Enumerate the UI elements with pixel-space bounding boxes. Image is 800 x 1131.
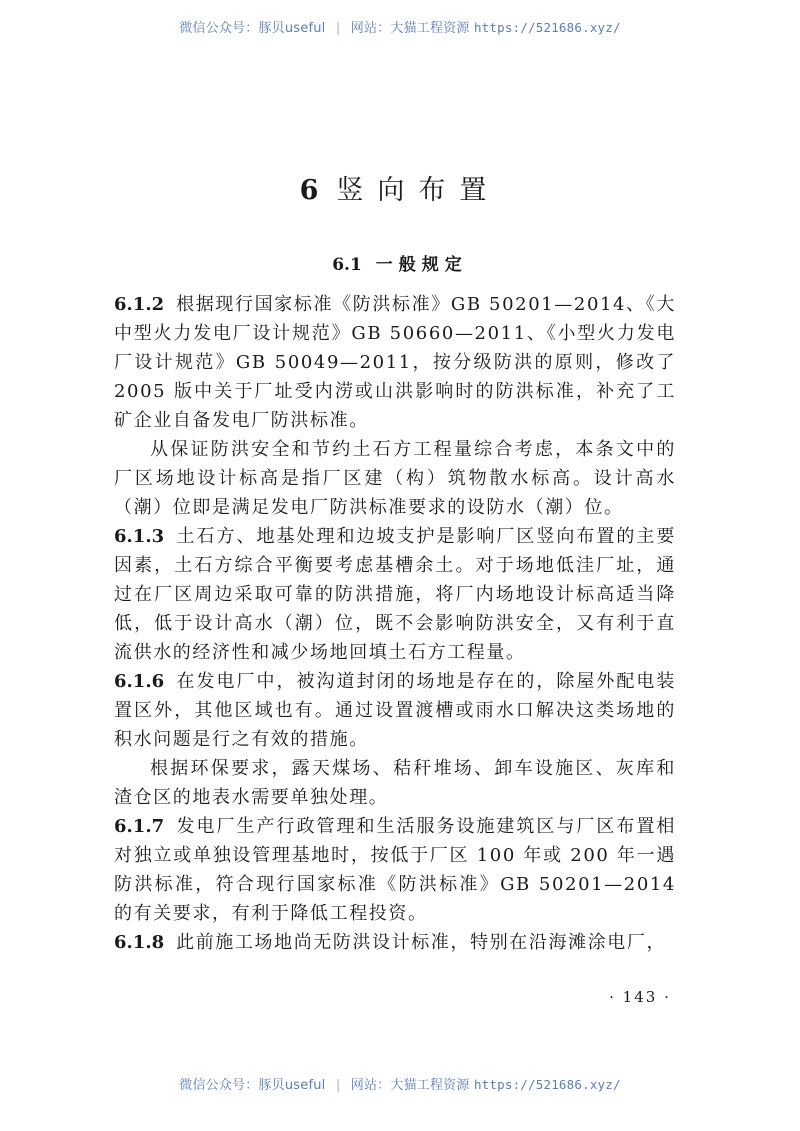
clause-number: 6.1.7 — [114, 816, 165, 837]
watermark-url: https://521686.xyz/ — [473, 20, 621, 35]
clause-text: 根据现行国家标准《防洪标准》GB 50201—2014、《大中型火力发电厂设计规范》GB 50660—2011、《小型火力发电厂设计规范》GB 50049—2011，按分级防洪的原则，修改了 2005 版中关于厂址受内涝或山洪影响时的防洪标准，补充了工矿企业自备发电厂防洪标准。 — [114, 294, 676, 431]
watermark-separator: | — [335, 1078, 341, 1093]
section-title-text: 一般规定 — [375, 255, 468, 275]
body-text — [114, 290, 676, 957]
clause-6-1-6 — [114, 667, 676, 754]
watermark-wechat: 微信公众号：豚贝useful — [179, 21, 326, 36]
clause-number: 6.1.2 — [114, 294, 165, 315]
watermark-site: 网站：大猫工程资源 — [350, 1078, 470, 1093]
watermark-wechat: 微信公众号：豚贝useful — [179, 1078, 326, 1093]
watermark-separator: | — [335, 21, 341, 36]
chapter-title-text: 竖向布置 — [336, 175, 501, 206]
page-number: · 143 · — [609, 988, 671, 1006]
clause-6-1-3 — [114, 522, 676, 667]
clause-6-1-2-paragraph-2: 从保证防洪安全和节约土石方工程量综合考虑，本条文中的厂区场地设计标高是指厂区建（构）筑物散水标高。设计高水（潮）位即是满足发电厂防洪标准要求的设防水（潮）位。 — [114, 439, 676, 518]
chapter-title — [0, 168, 800, 207]
watermark-url: https://521686.xyz/ — [473, 1077, 621, 1092]
clause-number: 6.1.6 — [114, 671, 165, 692]
clause-text: 此前施工场地尚无防洪设计标准，特别在沿海滩涂电厂， — [176, 932, 667, 953]
clause-text: 发电厂生产行政管理和生活服务设施建筑区与厂区布置相对独立或单独设管理基地时，按低于厂区 100 年或 200 年一遇防洪标准，符合现行国家标准《防洪标准》GB 50201—2014 的有关要求，有利于降低工程投资。 — [114, 816, 676, 924]
watermark-site: 网站：大猫工程资源 — [350, 21, 470, 36]
clause-text: 土石方、地基处理和边坡支护是影响厂区竖向布置的主要因素，土石方综合平衡要考虑基槽余土。对于场地低洼厂址，通过在厂区周边采取可靠的防洪措施，将厂内场地设计标高适当降低，低于设计高水（潮）位，既不会影响防洪安全，又有利于直流供水的经济性和减少场地回填土石方工程量。 — [114, 526, 676, 663]
section-title — [0, 250, 800, 275]
clause-6-1-6-paragraph-2: 根据环保要求，露天煤场、秸秆堆场、卸车设施区、灰库和渣仓区的地表水需要单独处理。 — [114, 758, 676, 808]
section-number: 6.1 — [332, 255, 362, 275]
clause-6-1-2 — [114, 290, 676, 435]
clause-number: 6.1.8 — [114, 932, 165, 953]
clause-number: 6.1.3 — [114, 526, 165, 547]
watermark-footer — [0, 1074, 800, 1093]
watermark-header — [0, 17, 800, 36]
chapter-number: 6 — [299, 175, 319, 206]
clause-6-1-8 — [114, 928, 676, 957]
clause-text: 在发电厂中，被沟道封闭的场地是存在的，除屋外配电装置区外，其他区域也有。通过设置渡槽或雨水口解决这类场地的积水问题是行之有效的措施。 — [114, 671, 676, 750]
clause-6-1-7 — [114, 812, 676, 928]
